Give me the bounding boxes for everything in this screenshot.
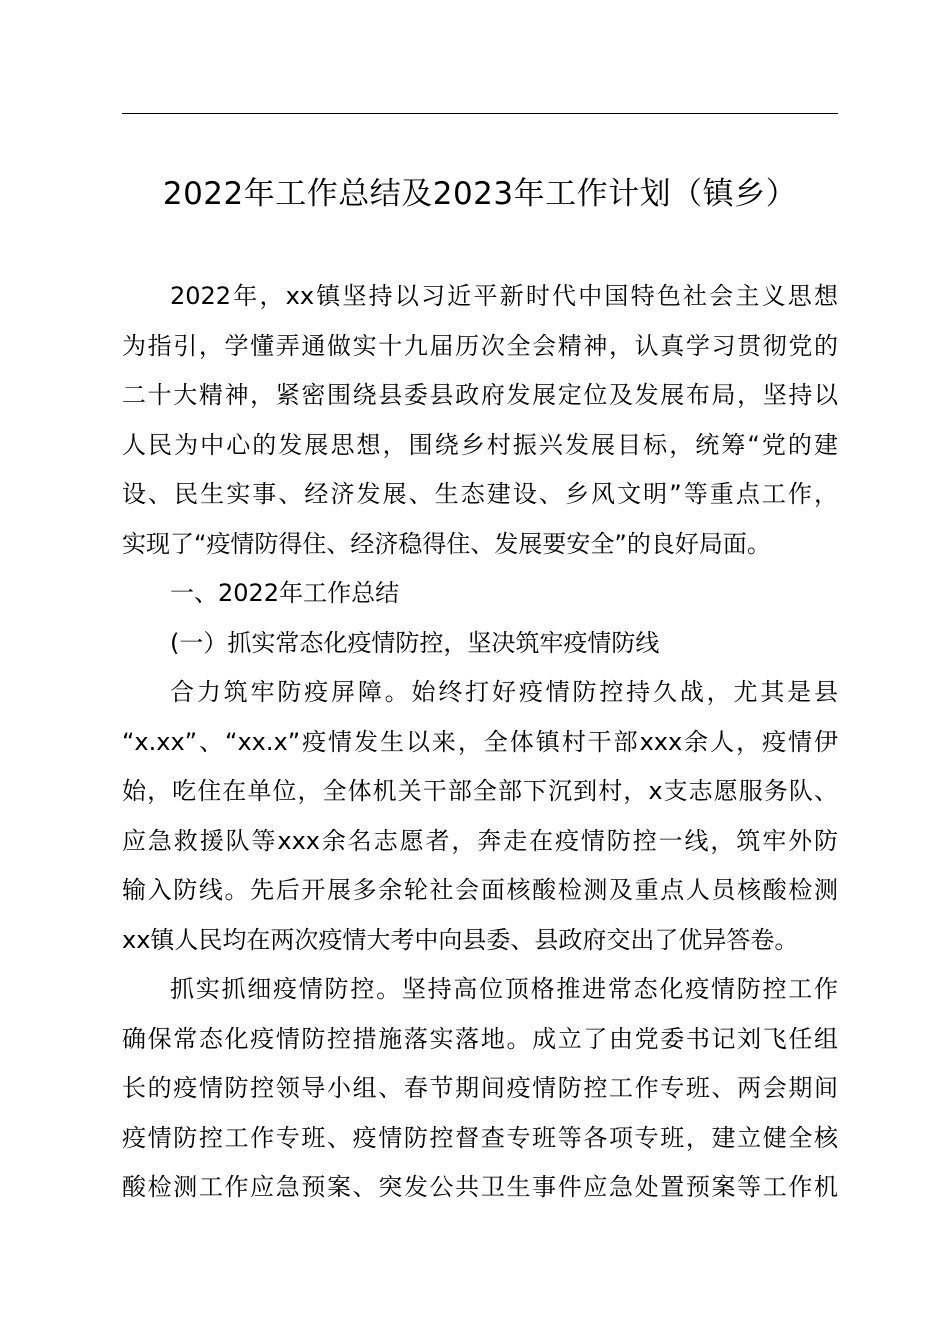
paragraph-line: 始，吃住在单位，全体机关干部全部下沉到村，x支志愿服务队、 [122, 777, 838, 805]
subsection-heading: (一）抓实常态化疫情防控，坚决筑牢疫情防线 [170, 629, 660, 657]
intro-line: 实现了“疫情防得住、经济稳得住、发展要安全”的良好局面。 [122, 530, 771, 558]
paragraph-line: “x.xx”、“xx.x”疫情发生以来，全体镇村干部xxx余人，疫情伊 [122, 728, 838, 756]
paragraph-line: 长的疫情防控领导小组、春节期间疫情防控工作专班、两会期间 [122, 1074, 838, 1102]
document-title: 2022年工作总结及2023年工作计划（镇乡） [162, 176, 798, 212]
paragraph-line: 确保常态化疫情防控措施落实落地。成立了由党委书记刘飞任组 [122, 1025, 838, 1053]
intro-line: 2022年，xx镇坚持以习近平新时代中国特色社会主义思想 [170, 282, 838, 310]
intro-line: 二十大精神，紧密围绕县委县政府发展定位及发展布局，坚持以 [122, 381, 838, 409]
section-heading: 一、2022年工作总结 [170, 579, 400, 607]
paragraph-line: 酸检测工作应急预案、突发公共卫生事件应急处置预案等工作机 [122, 1173, 838, 1201]
header-rule [122, 113, 838, 114]
intro-line: 人民为中心的发展思想，围绕乡村振兴发展目标，统筹“党的建 [122, 431, 838, 459]
paragraph-line: 疫情防控工作专班、疫情防控督查专班等各项专班，建立健全核 [122, 1124, 838, 1152]
paragraph-line: 输入防线。先后开展多余轮社会面核酸检测及重点人员核酸检测 [122, 876, 838, 904]
paragraph-line: 抓实抓细疫情防控。坚持高位顶格推进常态化疫情防控工作 [170, 975, 838, 1003]
paragraph-line: 合力筑牢防疫屏障。始终打好疫情防控持久战，尤其是县 [170, 678, 838, 706]
intro-line: 为指引，学懂弄通做实十九届历次全会精神，认真学习贯彻党的 [122, 332, 838, 360]
paragraph-line: xx镇人民均在两次疫情大考中向县委、县政府交出了优异答卷。 [122, 926, 799, 954]
paragraph-line: 应急救援队等xxx余名志愿者，奔走在疫情防控一线，筑牢外防 [122, 827, 838, 855]
intro-line: 设、民生实事、经济发展、生态建设、乡风文明”等重点工作， [122, 480, 838, 508]
